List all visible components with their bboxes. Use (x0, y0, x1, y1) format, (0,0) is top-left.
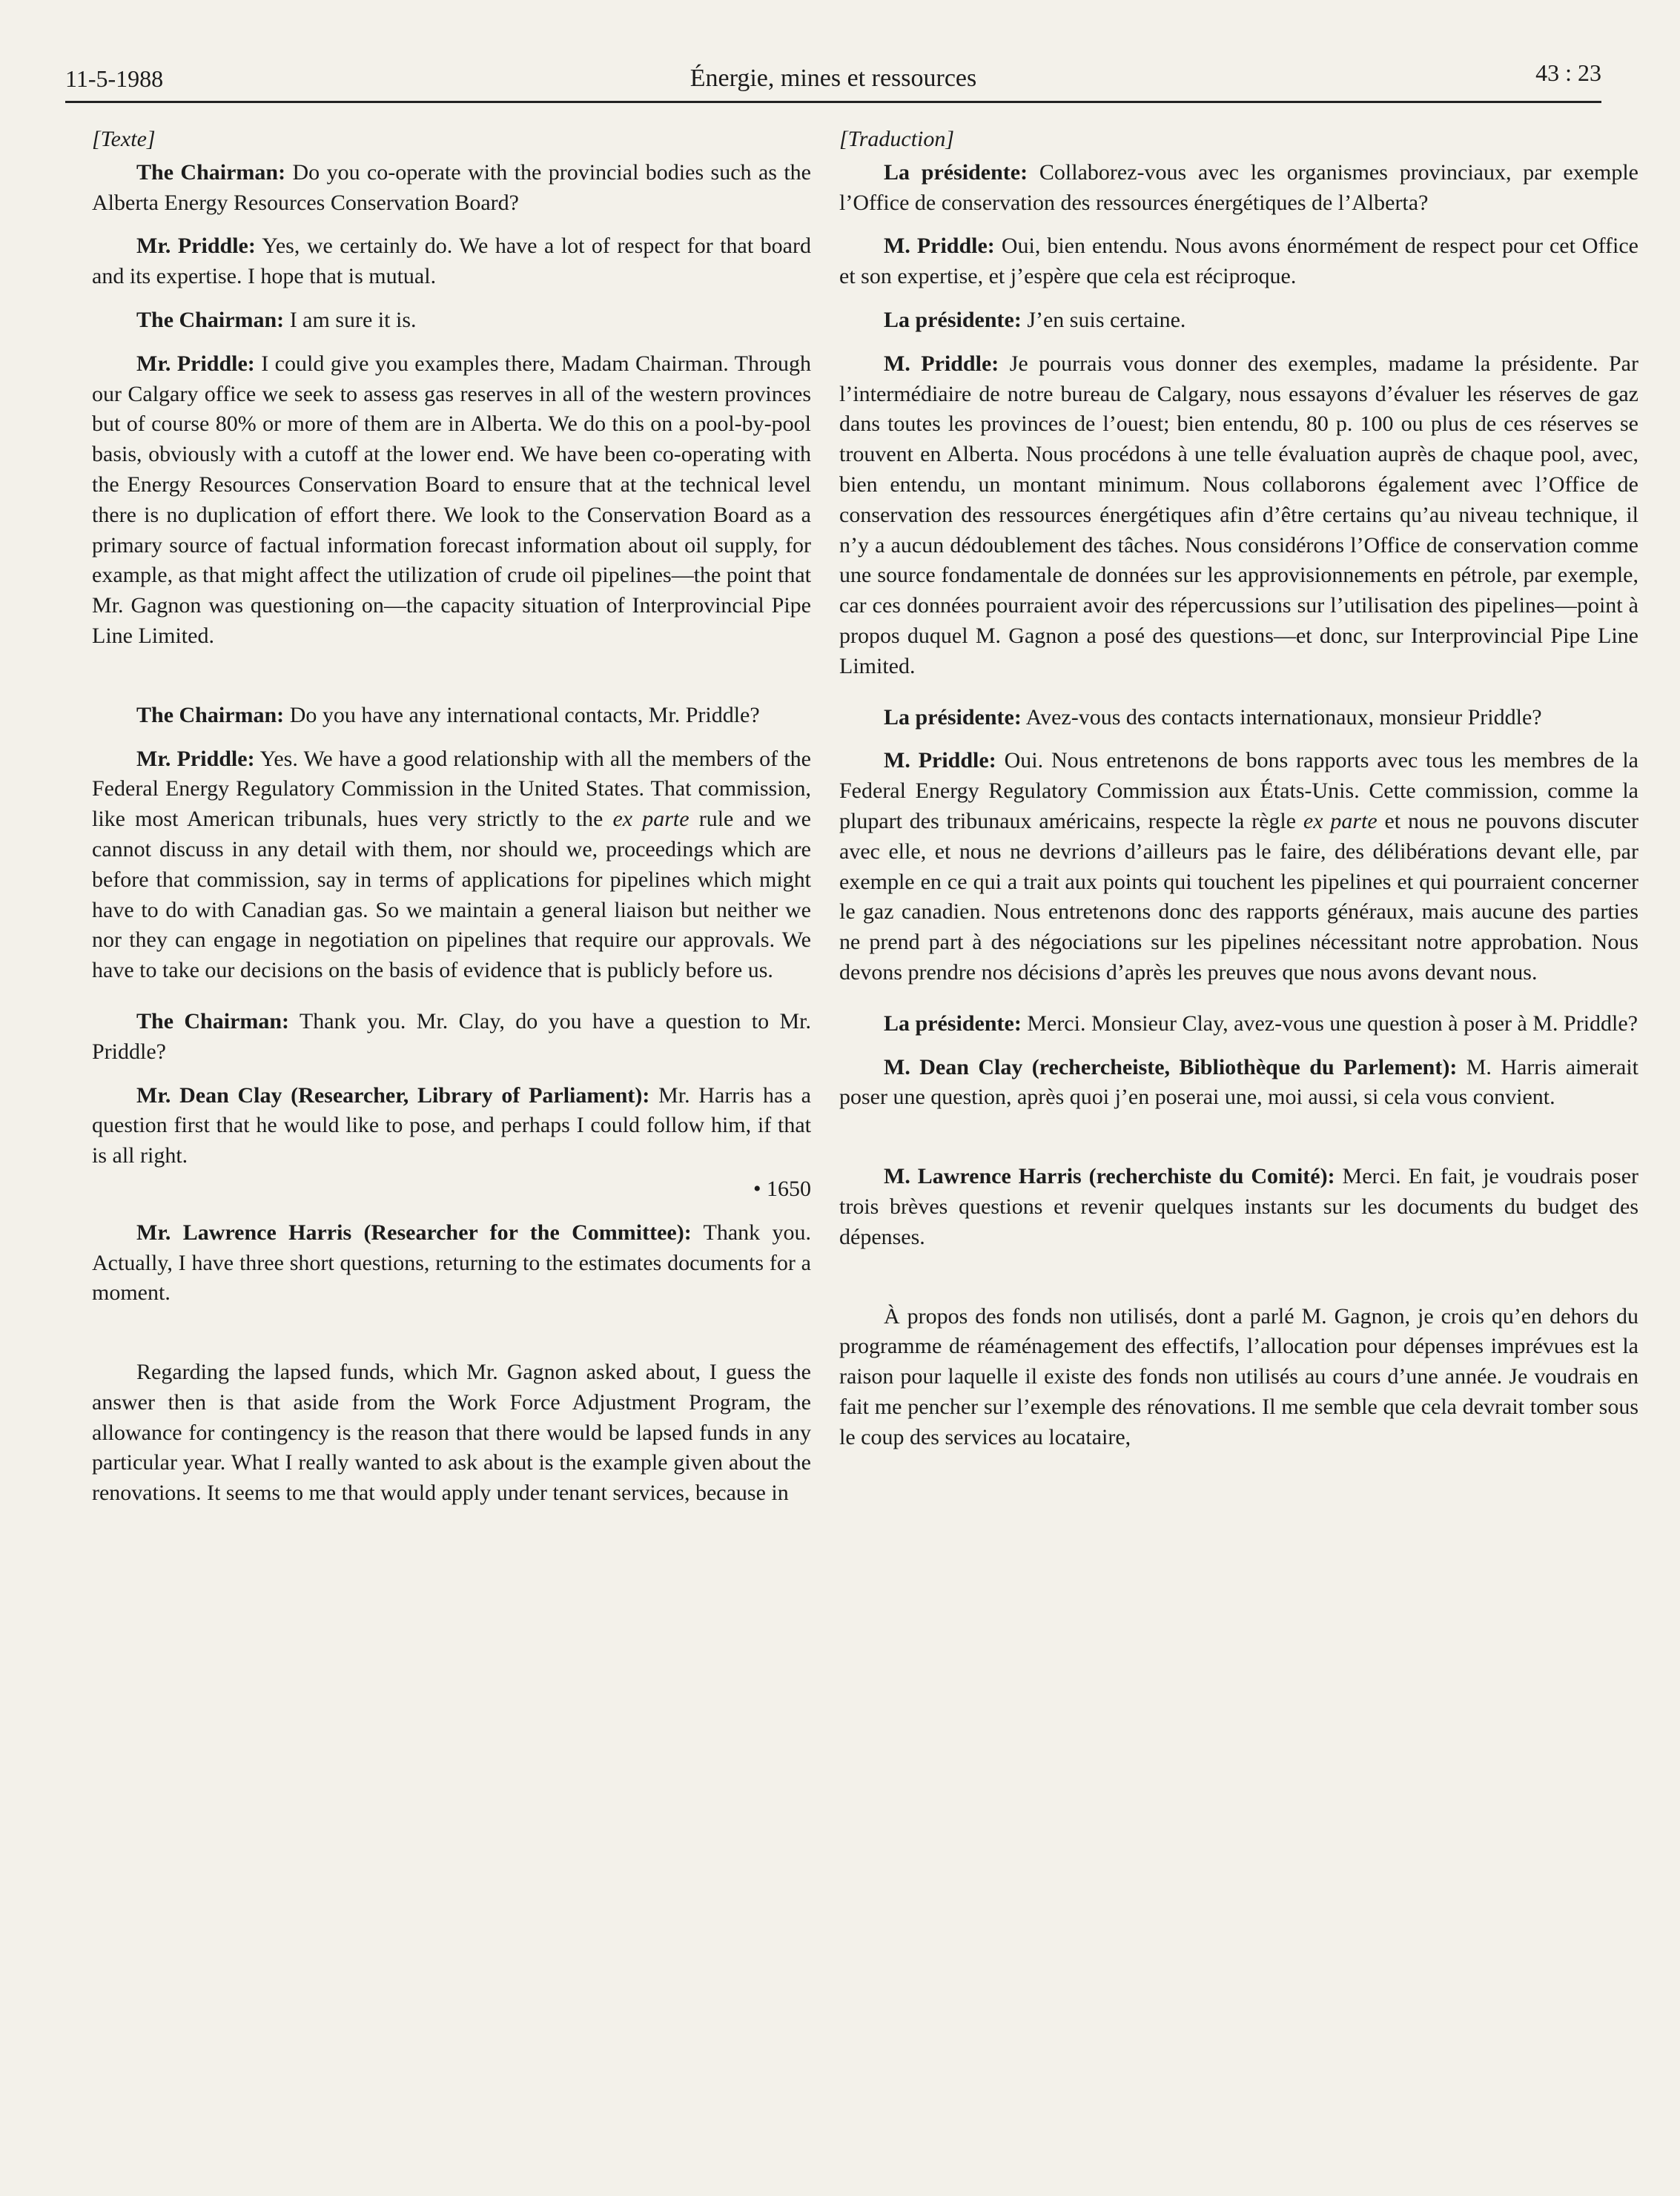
paragraph (92, 305, 811, 336)
speaker-name: M. Lawrence Harris (recherchiste du Comité): (884, 1164, 1335, 1189)
speech-text: I am sure it is. (284, 307, 417, 332)
speaker-name: The Chairman: (136, 159, 286, 185)
speech-text: Je pourrais vous donner des exemples, madame la présidente. Par l’intermédiaire de notre bureau de Calgary, nous essayons d’évaluer les réserves de gaz dans toutes les provinces de l’ouest; bien entendu, 80 p. 100 ou plus de ces réserves se trouvent en Alberta. Nous procédons à une telle évaluation auprès de chaque pool, avec, bien entendu, un montant minimum. Nous collaborons également avec l’Office de conservation des ressources énergétiques afin d’être certains qu’au niveau technique, il n’y a aucun dédoublement des tâches. Nous considérons l’Office de conservation comme une source fondamentale de données sur les approvisionnements en pétrole, par exemple, car ces données pourraient avoir des répercussions sur l’utilisation des pipelines—point à propos duquel M. Gagnon a posé des questions—et donc, sur Interprovincial Pipe Line Limited. (839, 351, 1638, 678)
speaker-name: Mr. Priddle: (136, 746, 255, 771)
speech-text: Thank you. Actually, I have three short questions, returning to the estimates documents for a moment. (92, 1220, 811, 1306)
speaker-name: La présidente: (884, 704, 1022, 730)
paragraph (839, 1162, 1638, 1252)
speaker-name: The Chairman: (136, 1008, 290, 1033)
speech-text: Yes. We have a good relationship with all the members of the Federal Energy Regulatory Commission in the United States. That commission, like most American tribunals, hues very strictly to the (92, 746, 811, 832)
italic-term: ex parte (612, 807, 689, 832)
timestamp: • 1650 (753, 1176, 811, 1201)
paragraph (839, 158, 1638, 219)
speaker-name: La présidente: (884, 307, 1022, 332)
paragraph (839, 703, 1638, 733)
speaker-name: The Chairman: (136, 702, 285, 727)
speech-text: Thank you. Mr. Clay, do you have a question to Mr. Priddle? (92, 1008, 811, 1064)
speaker-name: M. Priddle: (884, 234, 995, 259)
speaker-name: Mr. Priddle: (136, 234, 256, 259)
speaker-name: La présidente: (884, 1011, 1022, 1036)
paragraph (92, 158, 811, 219)
paragraph (839, 231, 1638, 292)
english-column (92, 125, 811, 1509)
italic-term: ex parte (1303, 808, 1378, 833)
speaker-name: La présidente: (884, 159, 1028, 185)
speech-text: Merci. En fait, je voudrais poser trois brèves questions et revenir quelques instants sur les documents du budget des dépenses. (839, 1164, 1639, 1249)
speech-text: I could give you examples there, Madam Chairman. Through our Calgary office we seek to assess gas reserves in all of the western provinces but of course 80% or more of them are in Alberta. We do this on a pool-by-pool basis, obviously with a cutoff at the lower end. We have been co-operating with the Energy Resources Conservation Board to ensure that at the technical level there is no duplication of effort there. We look to the Conservation Board as a primary source of factual information forecast information about oil supply, for example, as that might affect the utilization of crude oil pipelines—the point that Mr. Gagnon was questioning on—the capacity situation of Interprovincial Pipe Line Limited. (92, 351, 812, 648)
speaker-name: Mr. Dean Clay (Researcher, Library of Parliament): (136, 1082, 650, 1108)
speaker-name: M. Priddle: (884, 748, 996, 773)
paragraph: Regarding the lapsed funds, which Mr. Gagnon asked about, I guess the answer then is that aside from the Work Force Adjustment Program, the allowance for contingency is the reason that there would be lapsed funds in any particular year. What I really wanted to ask about is the example given about the renovations. It seems to me that would apply under tenant services, because in (92, 1360, 811, 1506)
paragraph (839, 746, 1638, 988)
french-column (839, 125, 1638, 1452)
speech-text: rule and we cannot discuss in any detail with them, nor should we, proceedings which are before that commission, say in terms of applications for pipelines which might have to do with Canadian gas. So we maintain a general liaison but neither we nor they can engage in negotiation on pipelines that require our approvals. We have to take our decisions on the basis of evidence that is publicly before us. (92, 807, 811, 983)
speech-text: Avez-vous des contacts internationaux, monsieur Priddle? (1021, 704, 1542, 730)
header-date: 11-5-1988 (65, 65, 164, 92)
speech-text: Merci. Monsieur Clay, avez-vous une question à poser à M. Priddle? (1021, 1011, 1638, 1036)
page-header (65, 58, 1601, 105)
paragraph (92, 231, 811, 292)
paragraph (839, 1009, 1638, 1039)
paragraph: À propos des fonds non utilisés, dont a parlé M. Gagnon, je crois qu’en dehors du programme de réaménagement des effectifs, l’allocation pour dépenses imprévues est la raison pour laquelle il existe des fonds non utilisés au cours d’une année. Je voudrais en fait me pencher sur l’exemple des rénovations. Il me semble que cela devrait tomber sous le coup des services au locataire, (839, 1303, 1638, 1449)
speaker-name: The Chairman: (136, 307, 285, 332)
paragraph (839, 349, 1638, 682)
speech-text: Mr. Harris has a question first that he would like to pose, and perhaps I could follow him, if that is all right. (92, 1082, 811, 1168)
speech-text: Yes, we certainly do. We have a lot of respect for that board and its expertise. I hope that is mutual. (92, 234, 811, 289)
speech-text: Oui, bien entendu. Nous avons énormément de respect pour cet Office et son expertise, et j’espère que cela est réciproque. (839, 234, 1638, 289)
paragraph (92, 1218, 811, 1309)
paragraph (839, 305, 1638, 336)
paragraph (92, 349, 811, 652)
speaker-name: M. Priddle: (884, 351, 999, 376)
paragraph (92, 744, 811, 986)
header-page-number: 43 : 23 (1535, 59, 1601, 86)
paragraph (92, 1007, 811, 1068)
header-rule (65, 101, 1601, 103)
speaker-name: Mr. Priddle: (136, 351, 255, 376)
speech-text: M. Harris aimerait poser une question, après quoi j’en poserai une, moi aussi, si cela vous convient. (839, 1054, 1638, 1110)
speaker-name: Mr. Lawrence Harris (Researcher for the Committee): (136, 1220, 692, 1245)
speech-text: Do you co-operate with the provincial bodies such as the Alberta Energy Resources Conservation Board? (92, 159, 811, 215)
speech-text: Oui. Nous entretenons de bons rapports avec tous les membres de la Federal Energy Regulatory Commission aux États-Unis. Cette commission, comme la plupart des tribunaux américains, respecte la règle (839, 748, 1638, 833)
header-title: Énergie, mines et ressources (689, 65, 977, 92)
speaker-name: M. Dean Clay (rechercheiste, Bibliothèque du Parlement): (884, 1054, 1458, 1079)
speech-text: Do you have any international contacts, Mr. Priddle? (284, 702, 760, 727)
paragraph (92, 1081, 811, 1171)
paragraph (839, 1053, 1638, 1114)
speech-text: Collaborez-vous avec les organismes provinciaux, par exemple l’Office de conservation des ressources énergétiques de l’Alberta? (839, 159, 1638, 215)
section-marker: [Traduction] (839, 127, 955, 151)
speech-text: et nous ne pouvons discuter avec elle, et nous ne devrions d’ailleurs pas le faire, des délibérations devant elle, par exemple en ce qui a trait aux points qui touchent les pipelines et qui pourraient concerner le gaz canadien. Nous entretenons donc des rapports généraux, mais aucune des parties ne prend part à des négociations sur les pipelines nécessitant notre approbation. Nous devons prendre nos décisions d’après les preuves que nous avons devant nous. (839, 808, 1638, 985)
paragraph (92, 701, 811, 731)
speech-text: J’en suis certaine. (1021, 307, 1186, 332)
section-marker: [Texte] (92, 127, 156, 151)
